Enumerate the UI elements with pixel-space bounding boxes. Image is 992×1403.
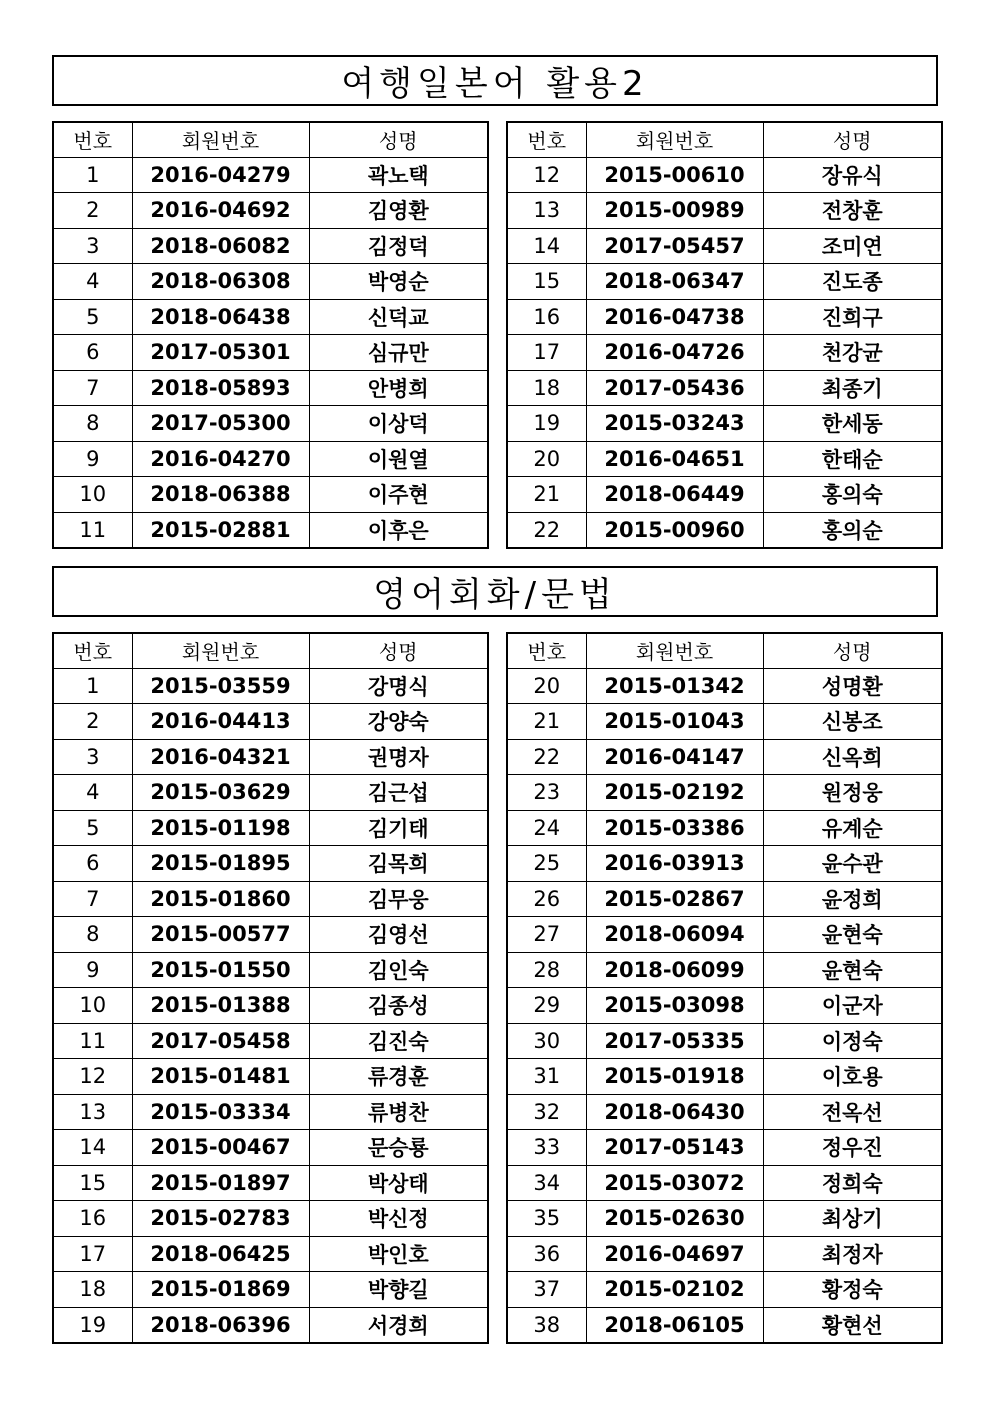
table-row [53,704,488,740]
row-number: 32 [507,1094,586,1130]
member-id: 2016-04147 [586,739,763,775]
member-name: 홍의숙 [763,477,942,513]
row-number: 5 [53,299,132,335]
table-row [507,441,942,477]
section-title: 영어회화/문법 [373,575,617,615]
table-row [507,952,942,988]
member-name: 장유식 [763,157,942,193]
row-number: 8 [53,406,132,442]
header-number: 번호 [53,633,132,668]
row-number: 16 [53,1201,132,1237]
member-id: 2015-02783 [132,1201,309,1237]
header-member-id: 회원번호 [586,122,763,157]
row-number: 10 [53,477,132,513]
member-name: 조미연 [763,228,942,264]
row-number: 31 [507,1059,586,1095]
table-row [53,228,488,264]
member-id: 2017-05301 [132,335,309,371]
section-title-box [52,566,938,617]
member-id: 2015-03334 [132,1094,309,1130]
member-id: 2015-03072 [586,1165,763,1201]
header-member-id: 회원번호 [586,633,763,668]
table-row [507,668,942,704]
section-title: 여행일본어 활용2 [341,64,649,104]
row-number: 9 [53,952,132,988]
member-name: 윤현숙 [763,952,942,988]
member-name: 김근섭 [309,775,488,811]
row-number: 20 [507,441,586,477]
member-name: 박신정 [309,1201,488,1237]
member-name: 이원열 [309,441,488,477]
member-id: 2015-02881 [132,512,309,548]
member-id: 2015-01342 [586,668,763,704]
table-row [507,1094,942,1130]
member-name: 류병찬 [309,1094,488,1130]
row-number: 38 [507,1307,586,1343]
member-name: 신옥희 [763,739,942,775]
row-number: 13 [507,193,586,229]
table-row [53,157,488,193]
member-name: 박인호 [309,1236,488,1272]
member-name: 진희구 [763,299,942,335]
table-header-row [507,633,942,668]
table-row [507,193,942,229]
table-row [53,739,488,775]
row-number: 19 [507,406,586,442]
table-row [507,264,942,300]
row-number: 22 [507,512,586,548]
table-row [507,299,942,335]
table-row [53,264,488,300]
member-id: 2016-04738 [586,299,763,335]
row-number: 30 [507,1023,586,1059]
member-id: 2018-06438 [132,299,309,335]
row-number: 6 [53,335,132,371]
member-id: 2015-03386 [586,810,763,846]
member-table-right [506,632,943,1344]
member-id: 2015-00989 [586,193,763,229]
table-row [53,406,488,442]
row-number: 25 [507,846,586,882]
member-id: 2015-02867 [586,881,763,917]
table-row [507,1023,942,1059]
member-name: 최상기 [763,1201,942,1237]
member-id: 2017-05335 [586,1023,763,1059]
member-id: 2018-06105 [586,1307,763,1343]
member-id: 2018-06449 [586,477,763,513]
member-id: 2017-05458 [132,1023,309,1059]
member-id: 2018-06308 [132,264,309,300]
table-row [53,335,488,371]
member-name: 신덕교 [309,299,488,335]
member-table-right [506,121,943,549]
row-number: 29 [507,988,586,1024]
member-table-left [52,121,489,549]
table-row [507,335,942,371]
member-name: 황정숙 [763,1272,942,1308]
member-id: 2016-04413 [132,704,309,740]
table-row [53,370,488,406]
row-number: 18 [507,370,586,406]
member-id: 2016-03913 [586,846,763,882]
row-number: 8 [53,917,132,953]
row-number: 7 [53,370,132,406]
row-number: 35 [507,1201,586,1237]
table-row [507,1165,942,1201]
member-id: 2015-01198 [132,810,309,846]
member-id: 2017-05457 [586,228,763,264]
member-name: 박상태 [309,1165,488,1201]
member-name: 전창훈 [763,193,942,229]
row-number: 22 [507,739,586,775]
member-id: 2015-01550 [132,952,309,988]
table-row [53,917,488,953]
member-name: 이군자 [763,988,942,1024]
row-number: 6 [53,846,132,882]
member-name: 이호용 [763,1059,942,1095]
table-row [53,1236,488,1272]
row-number: 7 [53,881,132,917]
header-name: 성명 [309,122,488,157]
member-id: 2015-02630 [586,1201,763,1237]
row-number: 12 [507,157,586,193]
table-row [53,1130,488,1166]
member-id: 2015-00960 [586,512,763,548]
member-name: 윤정희 [763,881,942,917]
row-number: 27 [507,917,586,953]
member-name: 문승룡 [309,1130,488,1166]
table-row [507,810,942,846]
member-name: 류경훈 [309,1059,488,1095]
table-row [53,1272,488,1308]
member-name: 이주현 [309,477,488,513]
member-id: 2015-01860 [132,881,309,917]
member-id: 2015-01388 [132,988,309,1024]
table-row [53,1059,488,1095]
member-id: 2017-05300 [132,406,309,442]
row-number: 23 [507,775,586,811]
row-number: 3 [53,228,132,264]
row-number: 21 [507,477,586,513]
row-number: 28 [507,952,586,988]
member-id: 2015-00610 [586,157,763,193]
member-name: 진도종 [763,264,942,300]
member-name: 김영선 [309,917,488,953]
header-number: 번호 [507,122,586,157]
member-name: 권명자 [309,739,488,775]
member-name: 이후은 [309,512,488,548]
member-id: 2015-03559 [132,668,309,704]
member-name: 신봉조 [763,704,942,740]
table-row [53,477,488,513]
table-row [507,988,942,1024]
table-row [53,952,488,988]
member-id: 2015-01869 [132,1272,309,1308]
member-id: 2015-03629 [132,775,309,811]
member-id: 2016-04726 [586,335,763,371]
section-title-box [52,55,938,106]
member-name: 심규만 [309,335,488,371]
table-row [507,704,942,740]
member-id: 2015-01895 [132,846,309,882]
member-id: 2015-03243 [586,406,763,442]
member-name: 곽노택 [309,157,488,193]
member-name: 윤현숙 [763,917,942,953]
table-row [507,512,942,548]
row-number: 10 [53,988,132,1024]
row-number: 4 [53,264,132,300]
header-number: 번호 [507,633,586,668]
row-number: 14 [53,1130,132,1166]
member-name: 김진숙 [309,1023,488,1059]
member-name: 김기태 [309,810,488,846]
member-id: 2018-06396 [132,1307,309,1343]
header-name: 성명 [763,122,942,157]
row-number: 33 [507,1130,586,1166]
row-number: 24 [507,810,586,846]
table-row [53,441,488,477]
table-row [53,1165,488,1201]
row-number: 18 [53,1272,132,1308]
member-name: 이정숙 [763,1023,942,1059]
member-id: 2016-04270 [132,441,309,477]
member-name: 황현선 [763,1307,942,1343]
row-number: 36 [507,1236,586,1272]
row-number: 15 [507,264,586,300]
table-row [507,846,942,882]
member-id: 2017-05436 [586,370,763,406]
member-name: 한세동 [763,406,942,442]
member-name: 유계순 [763,810,942,846]
member-id: 2017-05143 [586,1130,763,1166]
row-number: 5 [53,810,132,846]
member-name: 최정자 [763,1236,942,1272]
member-id: 2018-06430 [586,1094,763,1130]
table-row [507,1201,942,1237]
member-name: 강명식 [309,668,488,704]
table-row [53,810,488,846]
row-number: 2 [53,193,132,229]
row-number: 17 [507,335,586,371]
table-row [507,1307,942,1343]
row-number: 21 [507,704,586,740]
member-name: 이상덕 [309,406,488,442]
header-member-id: 회원번호 [132,122,309,157]
member-name: 정우진 [763,1130,942,1166]
table-row [507,917,942,953]
table-row [507,881,942,917]
member-name: 홍의순 [763,512,942,548]
table-row [53,775,488,811]
table-header-row [53,633,488,668]
member-name: 전옥선 [763,1094,942,1130]
member-name: 김영환 [309,193,488,229]
member-id: 2016-04279 [132,157,309,193]
header-name: 성명 [763,633,942,668]
member-id: 2016-04321 [132,739,309,775]
row-number: 11 [53,512,132,548]
member-id: 2016-04697 [586,1236,763,1272]
table-row [507,739,942,775]
row-number: 26 [507,881,586,917]
member-name: 정희숙 [763,1165,942,1201]
row-number: 12 [53,1059,132,1095]
table-row [53,299,488,335]
member-table-left [52,632,489,1344]
row-number: 2 [53,704,132,740]
member-id: 2018-06099 [586,952,763,988]
header-name: 성명 [309,633,488,668]
member-id: 2015-01481 [132,1059,309,1095]
row-number: 37 [507,1272,586,1308]
table-row [53,512,488,548]
table-row [507,406,942,442]
member-id: 2018-06094 [586,917,763,953]
member-name: 안병희 [309,370,488,406]
member-id: 2015-00467 [132,1130,309,1166]
table-row [507,370,942,406]
table-row [507,1059,942,1095]
member-id: 2018-05893 [132,370,309,406]
table-row [507,775,942,811]
row-number: 14 [507,228,586,264]
member-name: 김인숙 [309,952,488,988]
member-id: 2015-03098 [586,988,763,1024]
member-id: 2015-02192 [586,775,763,811]
row-number: 17 [53,1236,132,1272]
table-row [53,1094,488,1130]
member-id: 2016-04692 [132,193,309,229]
member-id: 2018-06425 [132,1236,309,1272]
table-row [53,1201,488,1237]
table-row [53,846,488,882]
row-number: 34 [507,1165,586,1201]
table-row [507,157,942,193]
member-id: 2018-06082 [132,228,309,264]
table-row [507,477,942,513]
row-number: 13 [53,1094,132,1130]
member-name: 김종성 [309,988,488,1024]
row-number: 4 [53,775,132,811]
member-name: 박영순 [309,264,488,300]
member-name: 김목희 [309,846,488,882]
header-number: 번호 [53,122,132,157]
row-number: 3 [53,739,132,775]
member-id: 2016-04651 [586,441,763,477]
table-header-row [53,122,488,157]
row-number: 11 [53,1023,132,1059]
member-name: 한태순 [763,441,942,477]
member-name: 윤수관 [763,846,942,882]
member-name: 최종기 [763,370,942,406]
table-row [53,1023,488,1059]
row-number: 16 [507,299,586,335]
member-name: 천강균 [763,335,942,371]
member-name: 김무웅 [309,881,488,917]
table-row [53,881,488,917]
member-name: 강양숙 [309,704,488,740]
row-number: 19 [53,1307,132,1343]
member-name: 서경희 [309,1307,488,1343]
member-id: 2015-01043 [586,704,763,740]
member-name: 원정웅 [763,775,942,811]
row-number: 1 [53,157,132,193]
header-member-id: 회원번호 [132,633,309,668]
table-row [507,228,942,264]
member-id: 2015-01897 [132,1165,309,1201]
row-number: 9 [53,441,132,477]
table-row [507,1236,942,1272]
table-row [53,1307,488,1343]
member-name: 김정덕 [309,228,488,264]
row-number: 20 [507,668,586,704]
row-number: 15 [53,1165,132,1201]
table-row [507,1130,942,1166]
member-id: 2015-02102 [586,1272,763,1308]
table-row [53,988,488,1024]
member-name: 박향길 [309,1272,488,1308]
table-row [53,668,488,704]
member-id: 2018-06388 [132,477,309,513]
member-name: 성명환 [763,668,942,704]
member-id: 2018-06347 [586,264,763,300]
row-number: 1 [53,668,132,704]
table-row [507,1272,942,1308]
member-id: 2015-00577 [132,917,309,953]
member-id: 2015-01918 [586,1059,763,1095]
table-row [53,193,488,229]
table-header-row [507,122,942,157]
